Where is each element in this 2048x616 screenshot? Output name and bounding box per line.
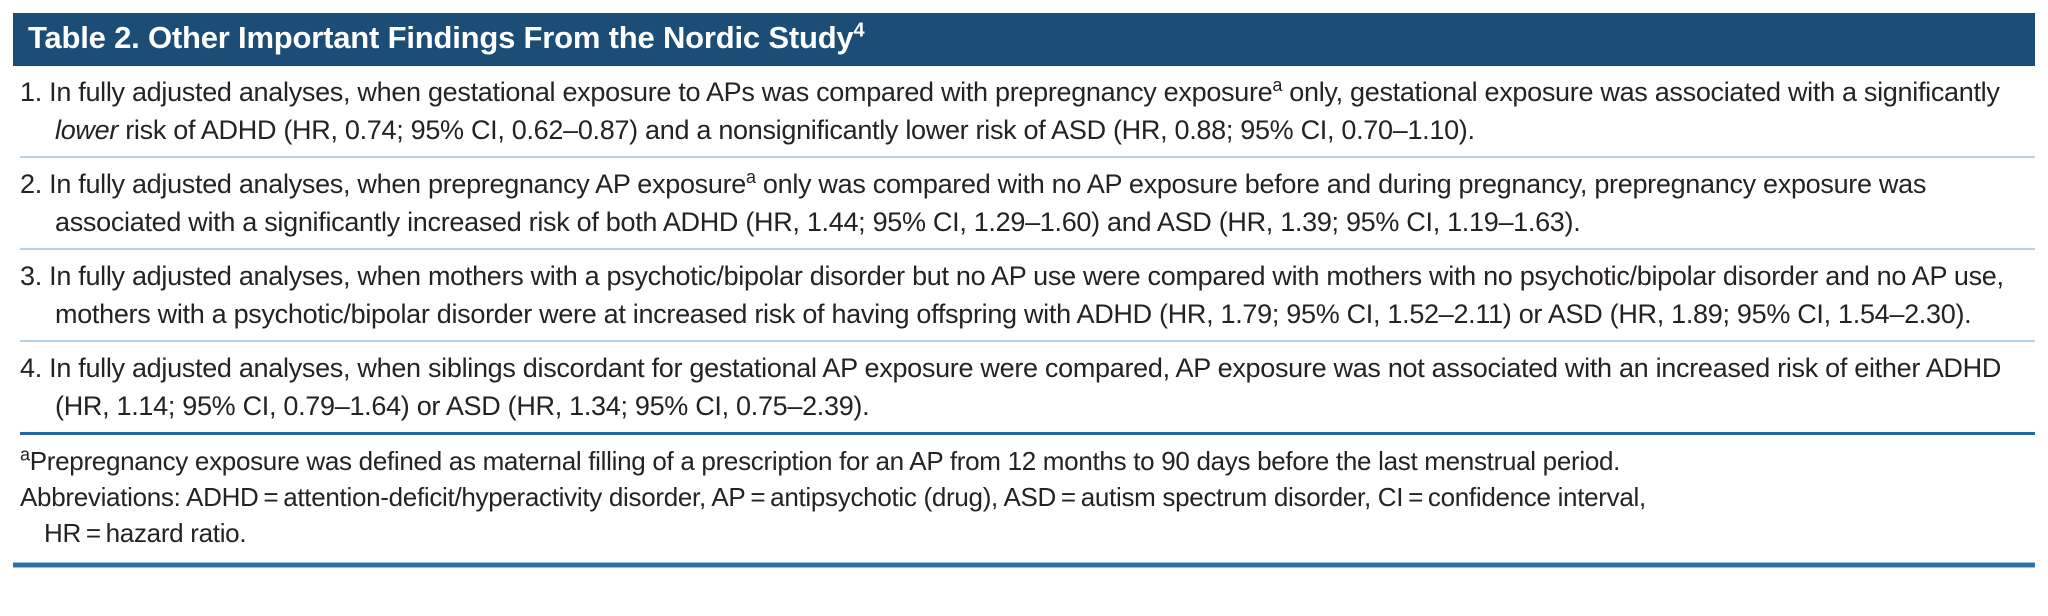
findings-list <box>20 66 2035 432</box>
bottom-rule <box>13 563 2035 567</box>
footnotes-section <box>20 432 2035 557</box>
finding-item <box>20 66 2035 158</box>
finding-text: In fully adjusted analyses, when siblings discordant for gestational AP exposure were compared, AP exposure was not associated with an increased risk of either ADHD (HR, 1.14; 95% CI, 0.79–1.64) or ASD (HR, 1.34; 95% CI, 0.75–2.39). <box>49 353 2002 421</box>
finding-number: 1. <box>20 77 50 107</box>
finding-item <box>20 250 2035 342</box>
finding-number: 4. <box>20 353 50 383</box>
table-header <box>13 13 2035 66</box>
table-title <box>28 20 864 55</box>
table-title-reference: 4 <box>853 19 865 42</box>
finding-text: In fully adjusted analyses, when mothers with a psychotic/bipolar disorder but no AP use were compared with mothers with no psychotic/bipolar disorder and no AP use, mothers with a psychotic/bipolar disorder were at increased risk of having offspring with ADHD (HR, 1.79; 95% CI, 1.52–2.11) or ASD (HR, 1.89; 95% CI, 1.54–2.30). <box>49 261 2004 329</box>
findings-table <box>13 13 2035 567</box>
finding-item <box>20 158 2035 250</box>
finding-number: 3. <box>20 261 50 291</box>
table-title-text: Table 2. Other Important Findings From the Nordic Study <box>28 20 854 55</box>
finding-number: 2. <box>20 169 50 199</box>
finding-item <box>20 342 2035 432</box>
finding-text: In fully adjusted analyses, when prepregnancy AP exposure$^a$ only was compared with no AP exposure before and during pregnancy, prepregnancy exposure was associated with a significantly increased risk of both ADHD (HR, 1.44; 95% CI, 1.29–1.60) and ASD (HR, 1.39; 95% CI, 1.19–1.63). <box>49 167 1927 237</box>
footnote-line: Abbreviations: ADHD = attention-deficit/hyperactivity disorder, AP = antipsychotic (drug), ASD = autism spectrum disorder, CI = confidence interval, <box>20 482 1646 512</box>
footnote-line: HR = hazard ratio. <box>44 518 247 548</box>
finding-text: In fully adjusted analyses, when gestational exposure to APs was compared with prepregnancy exposure$^a$ only, gestational exposure was associated with a significantly lower risk of ADHD (HR, 0.74; 95% CI, 0.62–0.87) and a nonsignificantly lower risk of ASD (HR, 0.88; 95% CI, 0.70–1.10). <box>49 75 2000 145</box>
footnote-line: $^a$Prepregnancy exposure was defined as maternal filling of a prescription for an AP from 12 months to 90 days before the last menstrual period. <box>20 444 1621 476</box>
